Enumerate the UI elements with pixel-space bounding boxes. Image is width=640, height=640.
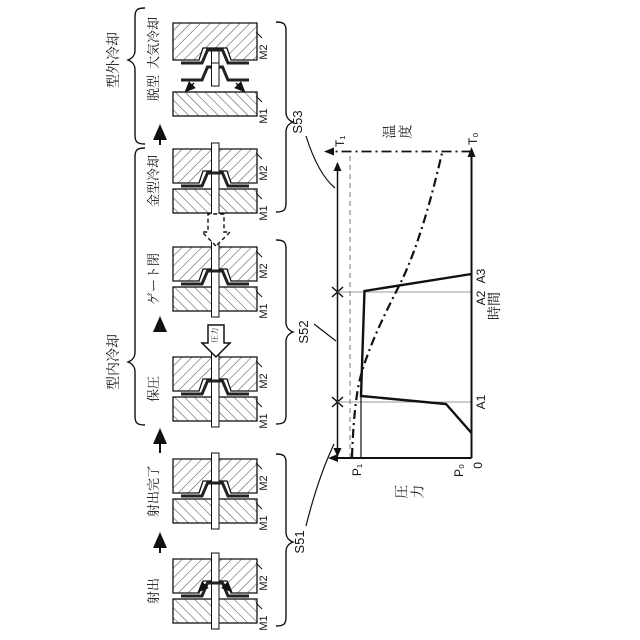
m2-label: M2 — [258, 475, 270, 491]
t1-label: T₁ — [333, 135, 347, 147]
temperature-curve — [352, 153, 442, 457]
pressure-curve — [361, 274, 472, 433]
step-label-s53: S53 — [290, 110, 305, 134]
interval-arrow-right — [334, 162, 342, 171]
t0-label: T₀ — [466, 132, 480, 145]
m2-label: M2 — [258, 373, 270, 389]
stage-label-in-mold-cooling: 金型冷却 — [146, 155, 161, 208]
temperature-axis-arrow — [324, 148, 334, 156]
stage-label-air-cooling: 大気冷却 — [146, 17, 161, 70]
p1-label: P₁ — [350, 464, 364, 477]
m2-label: M2 — [258, 263, 270, 279]
pressure-axis-label: 圧力 — [394, 483, 426, 500]
m1-label: M1 — [258, 615, 270, 631]
step-label-s51: S51 — [292, 530, 307, 554]
step-label-s52: S52 — [296, 320, 311, 344]
tick-a3: A3 — [474, 268, 488, 284]
temperature-axis-label: 温度 — [382, 123, 414, 140]
m2-label: M2 — [258, 165, 270, 181]
tick-a1: A1 — [474, 394, 488, 410]
p0-label: P₀ — [452, 464, 466, 477]
m1-label: M1 — [258, 413, 270, 429]
time-axis-label: 時間 — [486, 292, 502, 320]
mold-injection — [173, 553, 257, 629]
stage-label-gate-closed: ゲート閉 — [146, 253, 161, 306]
tick-a2: A2 — [474, 290, 488, 306]
m2-label: M2 — [258, 575, 270, 591]
stage-label-injection: 射出 — [146, 578, 161, 605]
mold-holding-pressure — [173, 351, 257, 427]
group-label-out-mold-cooling: 型外冷却 — [105, 32, 121, 88]
m2-label: M2 — [258, 44, 270, 60]
m1-label: M1 — [258, 303, 270, 319]
stage-label-demold: 脱型 — [146, 75, 161, 102]
mold-injection-complete — [173, 453, 257, 529]
stage-label-injection-complete: 射出完了 — [146, 465, 161, 518]
mold-in-mold-cooling — [173, 143, 257, 219]
stage-label-holding-pressure: 保圧 — [146, 376, 161, 403]
m1-label: M1 — [258, 205, 270, 221]
gate-closed-ghost-arrow — [202, 214, 230, 246]
group-braces — [128, 8, 145, 425]
origin-label: 0 — [471, 462, 485, 469]
mold-gate-closed — [173, 241, 257, 317]
m1-label: M1 — [258, 515, 270, 531]
m1-label: M1 — [258, 108, 270, 124]
pressure-arrow-label: 圧力 — [210, 327, 219, 343]
interval-bar — [332, 163, 343, 456]
group-label-in-mold-cooling: 型内冷却 — [105, 334, 121, 390]
